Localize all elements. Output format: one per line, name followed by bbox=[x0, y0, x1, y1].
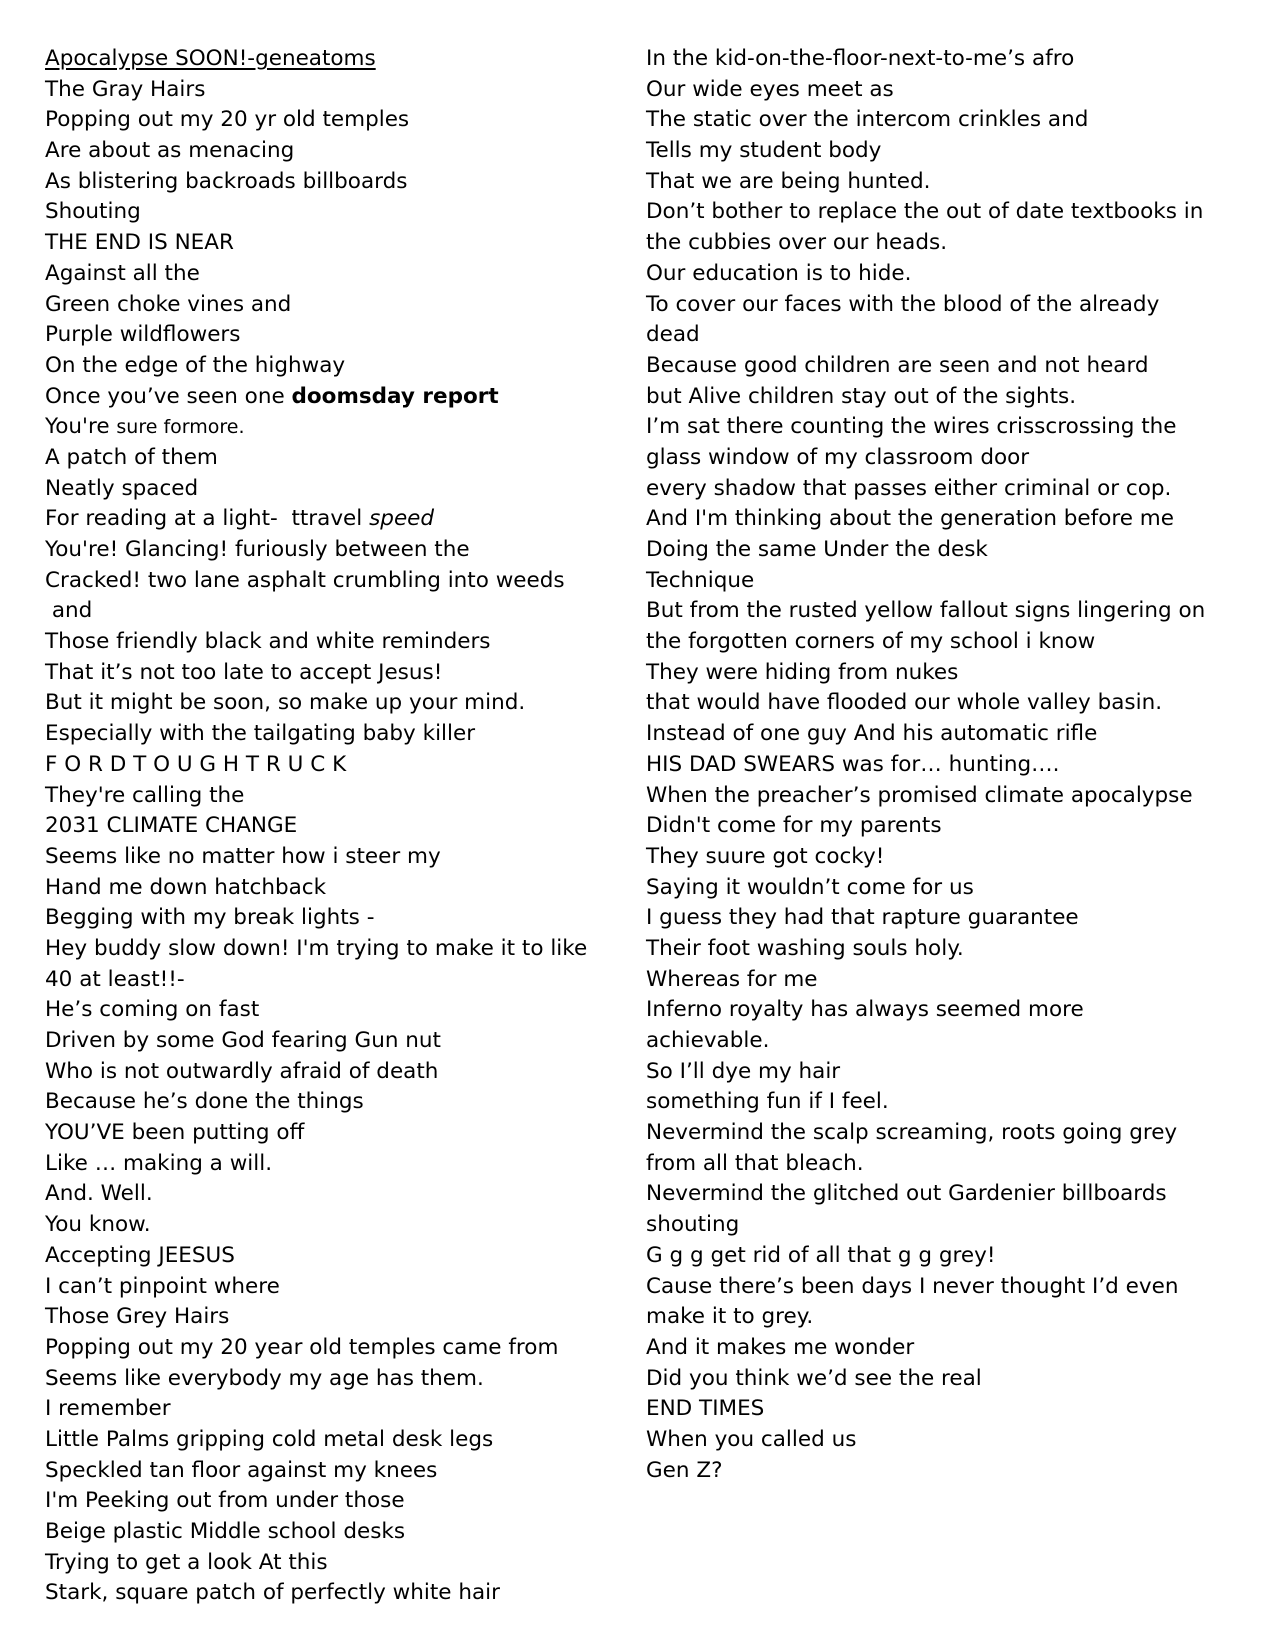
line-text: make it to grey. bbox=[646, 1304, 814, 1330]
poem-line bbox=[646, 1087, 1206, 1118]
line-text: Driven by some God fearing Gun nut bbox=[45, 1028, 441, 1053]
poem-line bbox=[646, 1425, 1206, 1456]
poem-line bbox=[646, 75, 1206, 106]
line-text: that would have flooded our whole valley basin. bbox=[646, 690, 1163, 716]
line-text: and bbox=[45, 598, 93, 624]
poem-line bbox=[45, 719, 605, 750]
poem-line bbox=[45, 873, 605, 904]
line-text: 2031 CLIMATE CHANGE bbox=[45, 813, 298, 839]
line-text: You're! Glancing! furiously between the bbox=[45, 537, 470, 562]
poem-line bbox=[45, 596, 605, 627]
line-text: Nevermind the scalp screaming, roots going grey bbox=[646, 1120, 1178, 1146]
poem-line bbox=[45, 811, 605, 842]
poem-line bbox=[646, 811, 1206, 842]
line-text: Technique bbox=[646, 567, 755, 593]
line-text: Because he’s done the things bbox=[45, 1089, 364, 1115]
poem-line bbox=[45, 75, 605, 106]
line-text: Like … making a will. bbox=[45, 1150, 273, 1176]
poem-line bbox=[45, 1364, 605, 1395]
poem-line bbox=[646, 320, 1206, 351]
line-text: Popping out my 20 yr old temples bbox=[45, 107, 410, 133]
poem-line bbox=[646, 1364, 1206, 1395]
line-text: So I’ll dye my hair bbox=[646, 1058, 841, 1084]
line-text: speed bbox=[369, 506, 435, 532]
poem-line bbox=[45, 934, 605, 965]
line-text: Stark, square patch of perfectly white hair bbox=[45, 1580, 500, 1606]
poem-line bbox=[646, 1333, 1206, 1364]
poem-line bbox=[646, 688, 1206, 719]
line-text: Seems like everybody my age has them. bbox=[45, 1365, 484, 1391]
poem-line bbox=[45, 351, 605, 382]
line-text: I guess they had that rapture guarantee bbox=[646, 905, 1079, 931]
line-text: When you called us bbox=[646, 1426, 857, 1452]
line-text: Hey buddy slow down! I'm trying to make it to like bbox=[45, 935, 588, 961]
poem-line bbox=[646, 105, 1206, 136]
line-text: A patch of them bbox=[45, 444, 218, 470]
poem-line bbox=[45, 197, 605, 228]
poem-line bbox=[45, 1517, 605, 1548]
poem-line bbox=[646, 1179, 1206, 1210]
poem-line bbox=[45, 1425, 605, 1456]
line-text: but Alive children stay out of the sights. bbox=[646, 383, 1077, 409]
line-text: Whereas for me bbox=[646, 966, 818, 992]
poem-line bbox=[45, 1394, 605, 1425]
line-text: Especially with the tailgating baby killer bbox=[45, 721, 476, 747]
poem-line bbox=[646, 535, 1206, 566]
line-text: the cubbies over our heads. bbox=[646, 230, 948, 256]
line-text: G g g get rid of all that g g grey! bbox=[646, 1242, 996, 1268]
line-text: Hand me down hatchback bbox=[45, 874, 327, 900]
poem-line bbox=[45, 1241, 605, 1272]
poem-line bbox=[45, 781, 605, 812]
line-text: Cause there’s been days I never thought I’d even bbox=[646, 1273, 1179, 1299]
poem-line bbox=[646, 873, 1206, 904]
poem-line bbox=[646, 719, 1206, 750]
poem-line bbox=[646, 136, 1206, 167]
poem-line bbox=[45, 1578, 605, 1609]
line-text: Neatly spaced bbox=[45, 475, 199, 501]
poem-line bbox=[646, 750, 1206, 781]
poem-line bbox=[646, 228, 1206, 259]
line-text: something fun if I feel. bbox=[646, 1089, 889, 1115]
poem-column-left bbox=[45, 44, 605, 1609]
line-text: Are about as menacing bbox=[45, 138, 295, 164]
poem-line bbox=[45, 1456, 605, 1487]
line-text: The Gray Hairs bbox=[45, 76, 206, 102]
poem-line bbox=[646, 842, 1206, 873]
line-text: And. Well. bbox=[45, 1181, 153, 1207]
line-text: Who is not outwardly afraid of death bbox=[45, 1058, 439, 1084]
poem-line bbox=[45, 688, 605, 719]
line-text: Don’t bother to replace the out of date textbooks in bbox=[646, 199, 1204, 225]
line-text: shouting bbox=[646, 1212, 740, 1238]
poem-line bbox=[45, 474, 605, 505]
line-text: THE END IS NEAR bbox=[45, 230, 234, 256]
line-text: And it makes me wonder bbox=[646, 1334, 915, 1360]
line-text: dead bbox=[646, 322, 700, 348]
poem-line bbox=[646, 412, 1206, 443]
line-text: from all that bleach. bbox=[646, 1150, 864, 1176]
line-text: Inferno royalty has always seemed more bbox=[646, 997, 1084, 1023]
line-text: Their foot washing souls holy. bbox=[646, 935, 964, 961]
line-text: Beige plastic Middle school desks bbox=[45, 1519, 406, 1544]
poem-line bbox=[45, 658, 605, 689]
line-text: That we are being hunted. bbox=[646, 168, 931, 194]
poem-line bbox=[45, 566, 605, 597]
line-text: The static over the intercom crinkles and bbox=[646, 107, 1089, 133]
poem-line bbox=[45, 1486, 605, 1517]
line-text: You know. bbox=[45, 1212, 151, 1238]
poem-line bbox=[646, 504, 1206, 535]
poem-line bbox=[646, 1394, 1206, 1425]
line-text: Popping out my 20 year old temples came from bbox=[45, 1334, 559, 1360]
poem-line bbox=[45, 1179, 605, 1210]
line-text: Shouting bbox=[45, 199, 141, 225]
poem-line bbox=[646, 351, 1206, 382]
poem-line bbox=[646, 658, 1206, 689]
line-text: Tells my student body bbox=[646, 138, 882, 164]
poem-line bbox=[646, 566, 1206, 597]
line-text: achievable. bbox=[646, 1028, 770, 1053]
poem-line bbox=[646, 44, 1206, 75]
line-text: Because good children are seen and not heard bbox=[646, 352, 1149, 378]
poem-line bbox=[646, 167, 1206, 198]
line-text: They're calling the bbox=[45, 782, 245, 808]
line-text: Speckled tan floor against my knees bbox=[45, 1457, 438, 1483]
poem-line bbox=[45, 259, 605, 290]
poem-line bbox=[646, 443, 1206, 474]
line-text: END TIMES bbox=[646, 1396, 765, 1422]
poem-line bbox=[45, 1149, 605, 1180]
line-text: F O R D T O U G H T R U C K bbox=[45, 751, 347, 777]
poem-line bbox=[45, 1302, 605, 1333]
poem-line bbox=[45, 412, 605, 443]
poem-line bbox=[646, 1057, 1206, 1088]
poem-line bbox=[45, 1548, 605, 1579]
line-text: Green choke vines and bbox=[45, 291, 292, 317]
poem-line bbox=[45, 535, 605, 566]
poem-column-right bbox=[646, 44, 1206, 1486]
poem-line bbox=[646, 197, 1206, 228]
line-text: glass window of my classroom door bbox=[646, 444, 1030, 470]
line-text: Accepting JEESUS bbox=[45, 1242, 235, 1268]
poem-line bbox=[646, 1272, 1206, 1303]
poem-line bbox=[646, 382, 1206, 413]
line-text: They were hiding from nukes bbox=[646, 659, 959, 685]
line-text: Apocalypse SOON!-geneatoms bbox=[45, 46, 376, 71]
poem-line bbox=[45, 1118, 605, 1149]
poem-line bbox=[45, 1210, 605, 1241]
poem-line bbox=[646, 259, 1206, 290]
poem-line bbox=[45, 443, 605, 474]
line-text: They suure got cocky! bbox=[646, 843, 885, 869]
line-text: Purple wildflowers bbox=[45, 322, 241, 348]
poem-line bbox=[646, 1456, 1206, 1487]
line-text: You're bbox=[45, 414, 117, 440]
line-text: Little Palms gripping cold metal desk legs bbox=[45, 1426, 494, 1452]
line-text: every shadow that passes either criminal or cop. bbox=[646, 475, 1172, 501]
poem-line bbox=[45, 228, 605, 259]
line-text: I’m sat there counting the wires crisscrossing the bbox=[646, 414, 1177, 440]
line-text: Begging with my break lights - bbox=[45, 905, 375, 931]
poem-line bbox=[45, 903, 605, 934]
line-text: Once you’ve seen one bbox=[45, 383, 292, 409]
poem-line bbox=[45, 627, 605, 658]
poem-line bbox=[45, 167, 605, 198]
line-text: the forgotten corners of my school i know bbox=[646, 629, 1096, 655]
poem-line bbox=[45, 1272, 605, 1303]
line-text: Those Grey Hairs bbox=[45, 1304, 230, 1330]
poem-line bbox=[45, 1087, 605, 1118]
line-text: Our education is to hide. bbox=[646, 260, 912, 286]
line-text: YOU’VE been putting off bbox=[45, 1120, 305, 1146]
line-text: Our wide eyes meet as bbox=[646, 76, 894, 102]
poem-line bbox=[646, 934, 1206, 965]
line-text: But it might be soon, so make up your mind. bbox=[45, 690, 526, 716]
line-text: And I'm thinking about the generation before me bbox=[646, 506, 1174, 532]
line-text: sure formore. bbox=[116, 416, 245, 439]
line-text: Saying it wouldn’t come for us bbox=[646, 874, 974, 900]
line-text: On the edge of the highway bbox=[45, 352, 346, 378]
line-text: Seems like no matter how i steer my bbox=[45, 843, 441, 869]
line-text: Didn't come for my parents bbox=[646, 813, 942, 839]
poem-line bbox=[646, 474, 1206, 505]
line-text: Cracked! two lane asphalt crumbling into weeds bbox=[45, 567, 565, 593]
poem-line bbox=[45, 995, 605, 1026]
line-text: He’s coming on fast bbox=[45, 997, 260, 1023]
poem-line bbox=[646, 1302, 1206, 1333]
line-text: I'm Peeking out from under those bbox=[45, 1488, 405, 1514]
poem-title bbox=[45, 44, 605, 75]
line-text: Did you think we’d see the real bbox=[646, 1365, 982, 1391]
line-text: In the kid-on-the-floor-next-to-me’s afro bbox=[646, 46, 1075, 71]
poem-line bbox=[45, 320, 605, 351]
poem-line bbox=[45, 1057, 605, 1088]
poem-line bbox=[646, 1210, 1206, 1241]
poem-line bbox=[45, 136, 605, 167]
poem-line bbox=[45, 382, 605, 413]
poem-line bbox=[646, 1118, 1206, 1149]
line-text: Nevermind the glitched out Gardenier billboards bbox=[646, 1181, 1167, 1207]
poem-line bbox=[646, 596, 1206, 627]
poem-line bbox=[45, 842, 605, 873]
line-text: To cover our faces with the blood of the already bbox=[646, 291, 1160, 317]
poem-line bbox=[45, 290, 605, 321]
poem-line bbox=[646, 903, 1206, 934]
line-text: Gen Z? bbox=[646, 1457, 723, 1483]
line-text: But from the rusted yellow fallout signs lingering on bbox=[646, 598, 1206, 624]
line-text: I can’t pinpoint where bbox=[45, 1273, 280, 1299]
poem-line bbox=[45, 965, 605, 996]
line-text: When the preacher’s promised climate apocalypse bbox=[646, 782, 1193, 808]
line-text: Trying to get a look At this bbox=[45, 1549, 328, 1575]
poem-line bbox=[646, 1241, 1206, 1272]
line-text: Against all the bbox=[45, 260, 200, 286]
poem-line bbox=[646, 995, 1206, 1026]
line-text: 40 at least!!- bbox=[45, 966, 185, 992]
poem-line bbox=[646, 781, 1206, 812]
poem-line bbox=[45, 750, 605, 781]
line-text: HIS DAD SWEARS was for… hunting…. bbox=[646, 751, 1060, 777]
line-text: I remember bbox=[45, 1396, 171, 1422]
line-text: doomsday report bbox=[291, 383, 499, 409]
poem-line bbox=[646, 627, 1206, 658]
poem-line bbox=[45, 1333, 605, 1364]
poem-line bbox=[646, 1026, 1206, 1057]
poem-line bbox=[45, 504, 605, 535]
poem-line bbox=[646, 1149, 1206, 1180]
line-text: Those friendly black and white reminders bbox=[45, 629, 491, 655]
poem-line bbox=[646, 290, 1206, 321]
line-text: Doing the same Under the desk bbox=[646, 537, 988, 562]
poem-line bbox=[45, 1026, 605, 1057]
line-text: For reading at a light- ttravel bbox=[45, 506, 370, 532]
line-text: That it’s not too late to accept Jesus! bbox=[45, 659, 443, 685]
poem-line bbox=[646, 965, 1206, 996]
line-text: As blistering backroads billboards bbox=[45, 168, 408, 194]
poem-line bbox=[45, 105, 605, 136]
line-text: Instead of one guy And his automatic rifle bbox=[646, 721, 1098, 747]
